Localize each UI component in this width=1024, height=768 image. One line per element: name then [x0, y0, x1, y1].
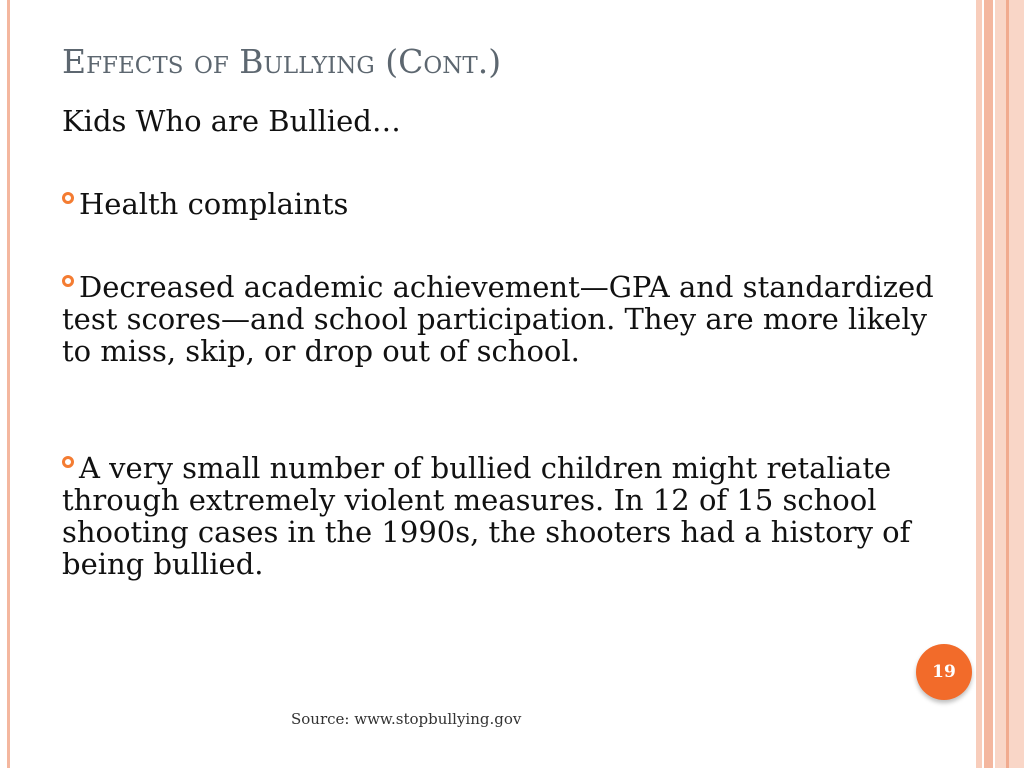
right-decor-stripe: [976, 0, 982, 768]
ring-bullet-icon: [62, 275, 74, 287]
ring-bullet-icon: [62, 456, 74, 468]
slide-subtitle: Kids Who are Bullied…: [62, 104, 401, 138]
right-decor-stripe: [1006, 0, 1009, 768]
bullet-text: Decreased academic achievement—GPA and standardized test scores—and school participation. They are more likely to miss, skip, or drop out of school.: [62, 270, 934, 368]
left-border-line: [7, 0, 10, 768]
bullet-text: A very small number of bullied children might retaliate through extremely violent measures. In 12 of 15 school shooting cases in the 1990s, the shooters had a history of being bullied.: [62, 451, 911, 581]
bullet-item: [62, 271, 942, 367]
ring-bullet-icon: [62, 192, 74, 204]
right-decor-stripe: [984, 0, 993, 768]
bullet-item: [62, 188, 942, 220]
slide-title: Effects of Bullying (Cont.): [62, 42, 502, 81]
source-citation: Source: www.stopbullying.gov: [291, 710, 522, 728]
bullet-item: [62, 452, 942, 580]
page-number-badge: 19: [916, 644, 972, 700]
bullet-text: Health complaints: [79, 187, 349, 221]
right-decor-stripe: [995, 0, 1024, 768]
